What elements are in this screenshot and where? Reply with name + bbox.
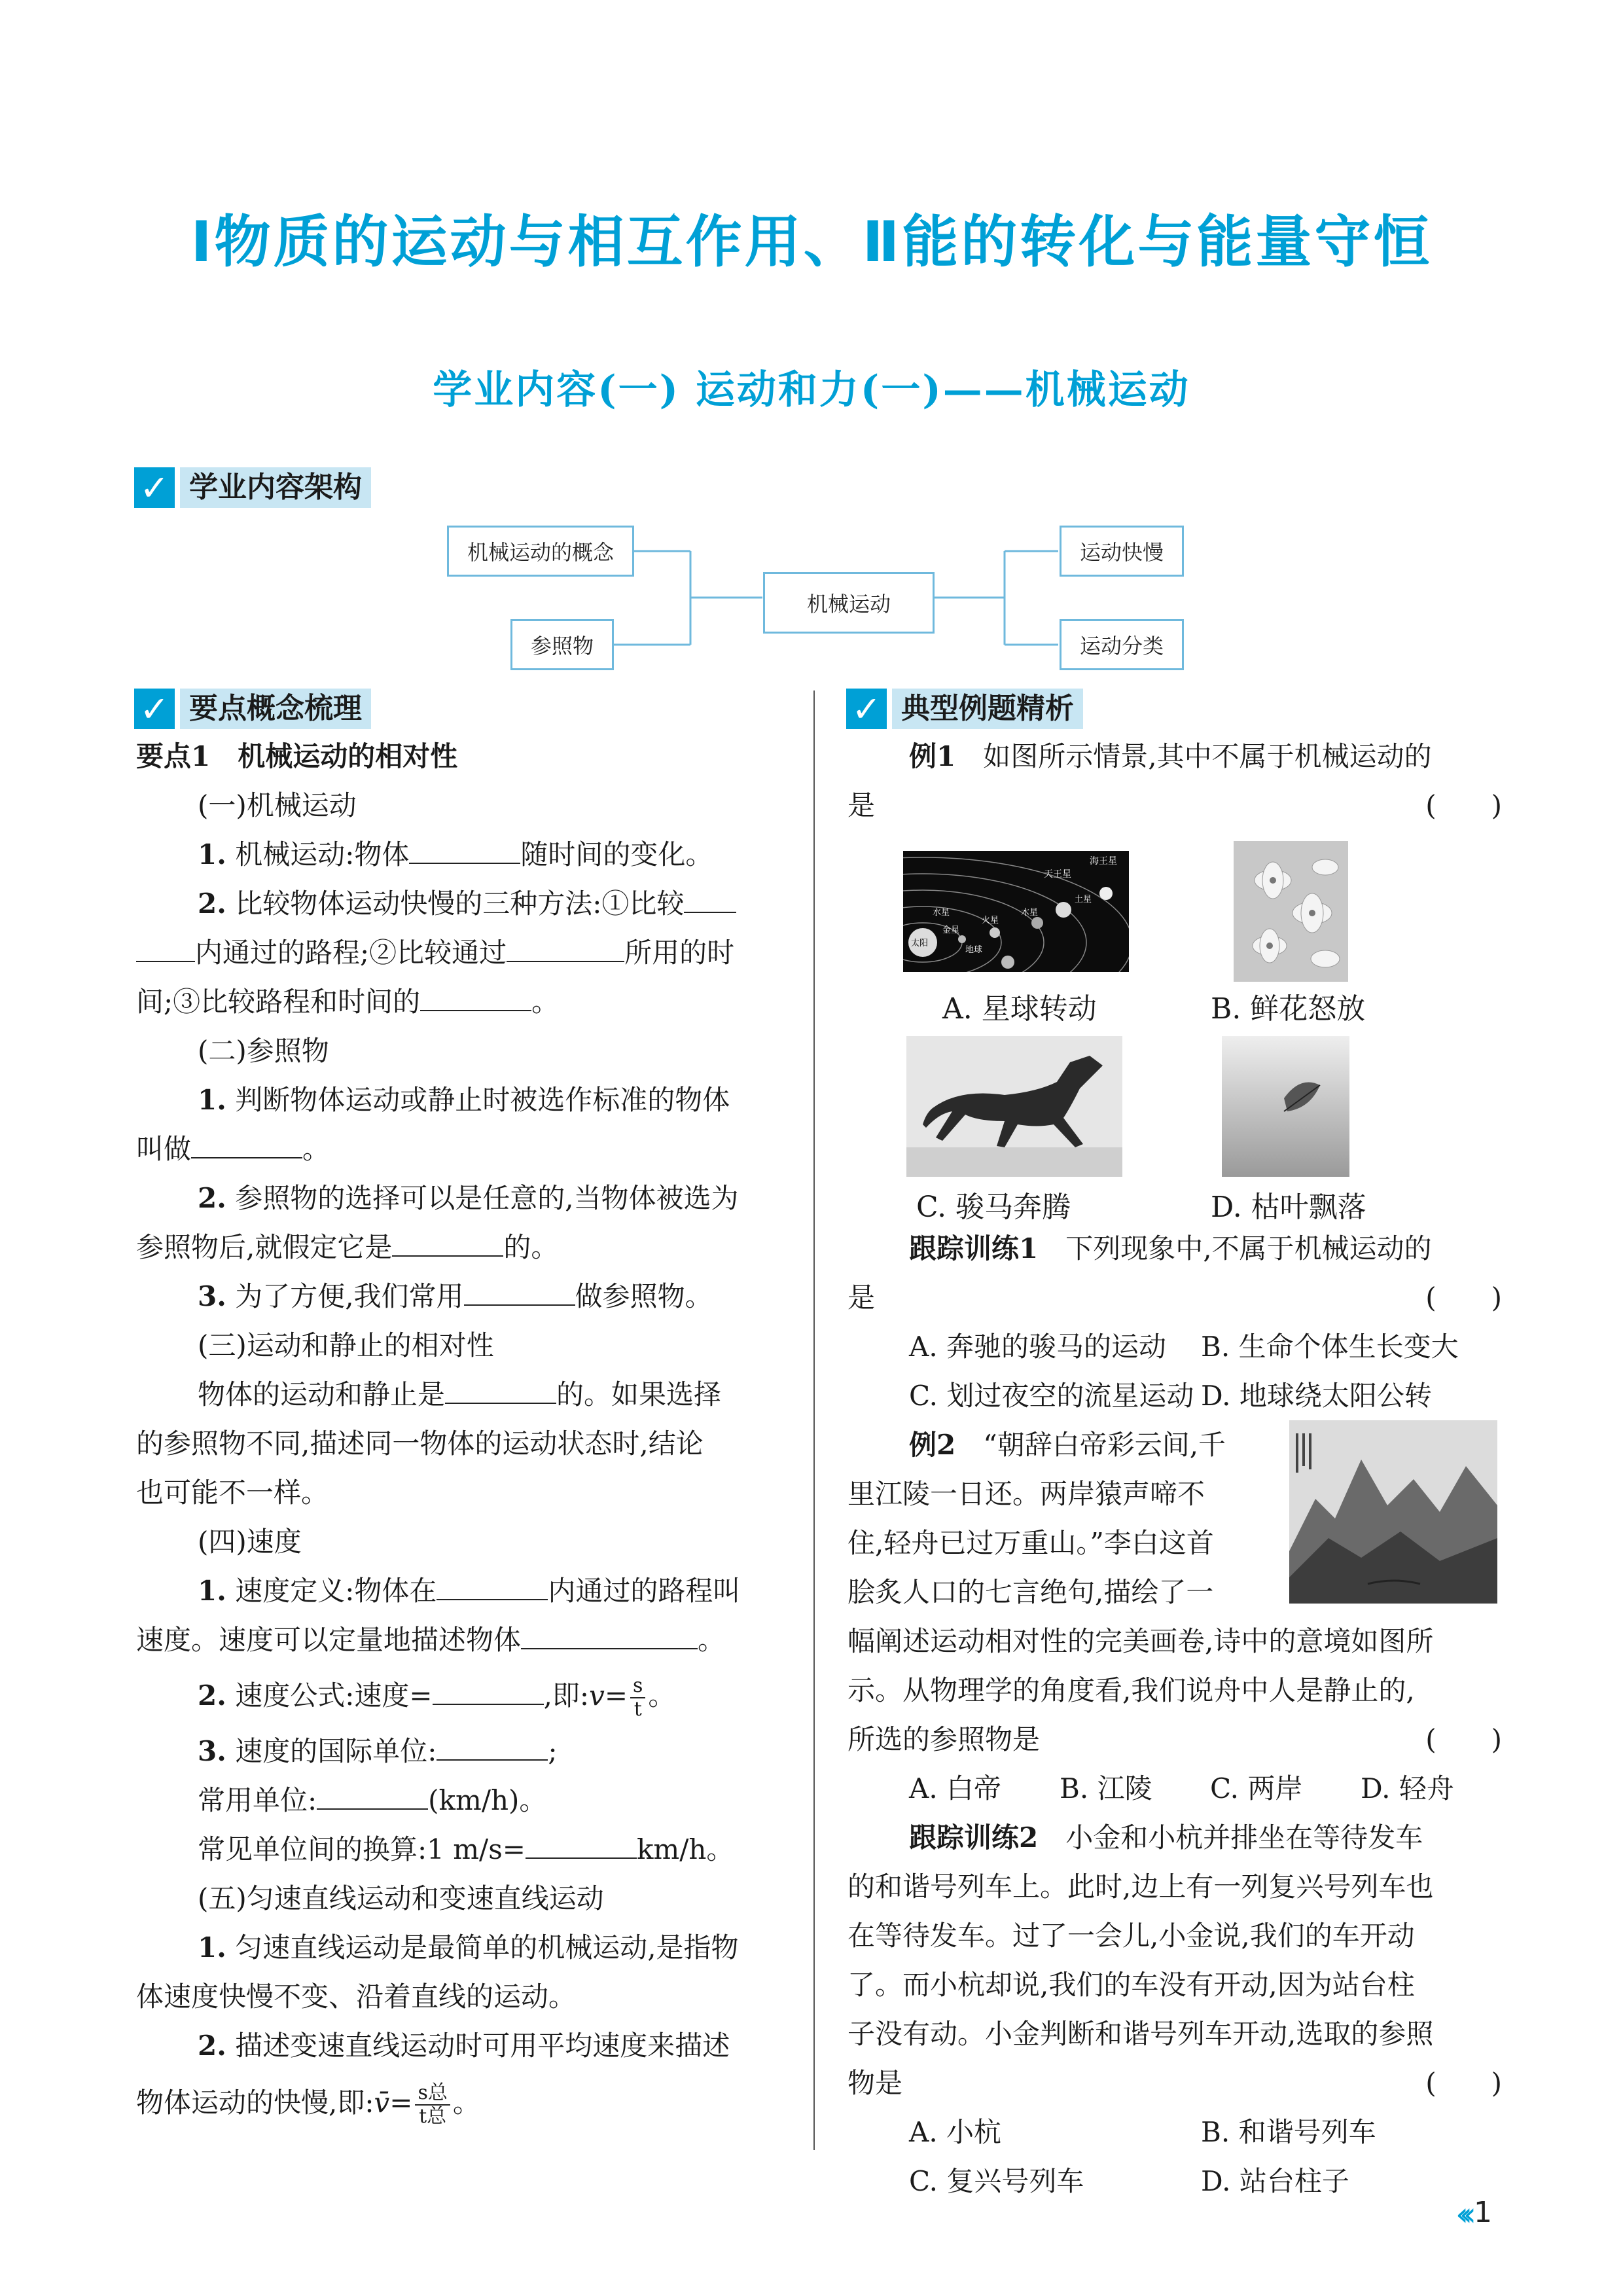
fill-blank[interactable]	[526, 1827, 637, 1859]
fill-blank[interactable]	[445, 1372, 556, 1404]
average-speed-formula: $\frac{\text{s总}}{\text{t总}}$	[415, 2082, 450, 2128]
option-b[interactable]: B. 和谐号列车	[1201, 2116, 1376, 2148]
paragraph: 物体的运动和静止是 的。如果选择	[136, 1370, 791, 1419]
fill-blank[interactable]	[392, 1225, 503, 1257]
paragraph: (五)匀速直线运动和变速直线运动	[198, 1882, 604, 1914]
horse-image	[906, 1036, 1122, 1177]
paragraph: 叫做 。	[136, 1124, 791, 1174]
section-header-concepts	[134, 686, 371, 732]
option-b[interactable]: B. 生命个体生长变大	[1201, 1331, 1459, 1363]
option-d[interactable]: D. 站台柱子	[1201, 2165, 1349, 2197]
training-label: 跟踪训练2	[909, 1821, 1039, 1854]
section-header-examples	[846, 686, 1083, 732]
check-icon: ✓	[134, 689, 175, 729]
flowers-image	[1234, 841, 1348, 982]
example-label: 例2	[909, 1429, 956, 1461]
section-header-framework	[134, 465, 371, 511]
svg-text:木星: 木星	[1021, 908, 1039, 918]
fill-blank[interactable]	[433, 1674, 544, 1705]
section-label: 要点概念梳理	[180, 689, 371, 729]
option-a[interactable]: A. 小杭	[909, 2116, 1002, 2148]
flower-icon	[1234, 841, 1348, 982]
example-label: 例1	[909, 740, 956, 772]
planets-icon	[903, 851, 1129, 972]
option-caption-b: B. 鲜花怒放	[1211, 992, 1366, 1026]
tracking-training-1: 跟踪训练1 下列现象中,不属于机械运动的 是 ( ) A. 奔驰的骏马的运动 B. 生命个体生长变大 C. 划过夜空的流星运动 D. 地球绕太阳公转	[847, 1224, 1502, 1420]
option-c[interactable]: C. 复兴号列车	[909, 2165, 1084, 2197]
section-label: 典型例题精析	[892, 689, 1083, 729]
paragraph: 2. 比较物体运动快慢的三种方法:①比较	[136, 879, 791, 928]
svg-text:水星: 水星	[933, 908, 950, 918]
paragraph: 1. 速度定义:物体在 内通过的路程叫	[136, 1566, 791, 1615]
fill-blank[interactable]	[136, 931, 195, 962]
svg-text:太阳: 太阳	[911, 939, 929, 948]
svg-text:土星: 土星	[1075, 895, 1092, 905]
svg-text:火星: 火星	[982, 916, 999, 925]
svg-text:天王星: 天王星	[1044, 869, 1071, 880]
paragraph: 3. 速度的国际单位: ;	[136, 1727, 791, 1776]
option-caption-c: C. 骏马奔腾	[916, 1191, 1071, 1224]
option-a[interactable]: A. 白帝	[909, 1772, 1002, 1804]
answer-paren[interactable]: ( )	[1425, 789, 1502, 821]
paragraph: 间;③比较路程和时间的 。	[136, 977, 791, 1026]
svg-text:地球: 地球	[965, 945, 983, 955]
framework-box-reference: 参照物	[510, 619, 614, 670]
svg-text:金星: 金星	[942, 925, 960, 935]
option-caption-d: D. 枯叶飘落	[1211, 1191, 1366, 1224]
paragraph: 的参照物不同,描述同一物体的运动状态时,结论	[136, 1427, 704, 1460]
paragraph: (二)参照物	[198, 1035, 329, 1067]
option-b[interactable]: B. 江陵	[1060, 1772, 1152, 1804]
answer-paren[interactable]: ( )	[1425, 1282, 1502, 1314]
paragraph: 参照物后,就假定它是 的。	[136, 1223, 791, 1272]
fill-blank[interactable]	[437, 1569, 548, 1600]
fill-blank[interactable]	[507, 931, 624, 962]
example-1: 例1 如图所示情景,其中不属于机械运动的 是 ( )	[847, 732, 1502, 830]
fill-blank[interactable]	[420, 980, 531, 1011]
paragraph: (一)机械运动	[198, 789, 357, 821]
paragraph: 1. 匀速直线运动是最简单的机械运动,是指物	[198, 1931, 739, 1964]
option-c[interactable]: C. 两岸	[1210, 1772, 1303, 1804]
framework-box-speed: 运动快慢	[1060, 526, 1184, 577]
fill-blank[interactable]	[521, 1618, 698, 1649]
paragraph: 内通过的路程;②比较通过 所用的时	[136, 928, 791, 977]
paragraph: 体速度快慢不变、沿着直线的运动。	[136, 1981, 577, 2013]
paragraph: 3. 为了方便,我们常用 做参照物。	[136, 1272, 791, 1321]
framework-box-concept: 机械运动的概念	[447, 526, 634, 577]
answer-paren[interactable]: ( )	[1425, 1723, 1502, 1755]
option-a[interactable]: A. 奔驰的骏马的运动	[909, 1331, 1167, 1363]
section-subtitle: 学业内容(一) 运动和力(一)——机械运动	[433, 367, 1190, 413]
paragraph: 常见单位间的换算:1 m/s= km/h。	[136, 1825, 791, 1874]
left-column	[136, 732, 791, 2136]
paragraph: 物体运动的快慢,即:v̄= $\frac{\text{s总}}{\text{t总}}$ 。	[136, 2081, 480, 2128]
column-divider	[813, 691, 815, 2150]
fill-blank[interactable]	[409, 833, 520, 864]
paragraph: (三)运动和静止的相对性	[198, 1329, 494, 1361]
paragraph: 2. 描述变速直线运动时可用平均速度来描述	[198, 2030, 730, 2062]
page-number: 1	[1474, 2196, 1492, 2229]
option-d[interactable]: D. 地球绕太阳公转	[1201, 1380, 1432, 1412]
falling-leaf-image	[1222, 1036, 1349, 1177]
solar-system-image	[903, 851, 1129, 972]
paragraph: 常用单位: (km/h)。	[136, 1776, 791, 1825]
page-title: Ⅰ物质的运动与相互作用、Ⅱ能的转化与能量守恒	[190, 209, 1433, 275]
page-arrows-icon: ‹‹‹	[1455, 2195, 1467, 2233]
training-label: 跟踪训练1	[909, 1232, 1039, 1265]
paragraph: 1. 机械运动:物体 随时间的变化。	[136, 830, 791, 879]
paragraph: 速度。速度可以定量地描述物体 。	[136, 1615, 791, 1664]
check-icon: ✓	[846, 689, 887, 729]
option-c[interactable]: C. 划过夜空的流星运动	[909, 1380, 1194, 1412]
section-label: 学业内容架构	[180, 467, 371, 508]
speed-formula: $\frac{s}{t}$	[630, 1675, 645, 1721]
option-caption-a: A. 星球转动	[942, 992, 1097, 1026]
paragraph: 2. 参照物的选择可以是任意的,当物体被选为	[198, 1182, 739, 1214]
fill-blank[interactable]	[317, 1778, 428, 1810]
tracking-training-2: 跟踪训练2 小金和小杭并排坐在等待发车 的和谐号列车上。此时,边上有一列复兴号列车也 在等待发车。过了一会儿,小金说,我们的车开动 了。而小杭却说,我们的车没有开动,因为站台柱 子没有动。小金判断和谐号列车开动,选取的参照 物是 ( ) A. 小杭 B. 和谐号列车 C. 复兴号列车 D. 站台柱子	[847, 1813, 1502, 2206]
fill-blank[interactable]	[437, 1729, 548, 1761]
paragraph: 1. 判断物体运动或静止时被选作标准的物体	[198, 1084, 730, 1116]
fill-blank[interactable]	[191, 1127, 302, 1158]
answer-paren[interactable]: ( )	[1425, 2067, 1502, 2099]
check-icon: ✓	[134, 467, 175, 508]
key-point-heading: 要点1 机械运动的相对性	[136, 740, 458, 772]
framework-box-classification: 运动分类	[1060, 619, 1184, 670]
leaf-icon	[1222, 1036, 1349, 1177]
svg-text:海王星: 海王星	[1090, 856, 1117, 867]
fill-blank[interactable]	[464, 1274, 575, 1306]
framework-box-center: 机械运动	[763, 572, 935, 634]
paragraph: (四)速度	[198, 1526, 302, 1558]
paragraph: 2. 速度公式:速度= ,即:v= $\frac{s}{t}$ 。	[198, 1674, 676, 1721]
horse-icon	[906, 1036, 1122, 1177]
example-2: 例2 “朝辞白帝彩云间,千 里江陵一日还。两岸猿声啼不 住,轻舟已过万重山。”李白这首 脍炙人口的七言绝句,描绘了一 幅阐述运动相对性的完美画卷,诗中的意境如图所 示。从物理学的角度看,我们说舟中人是静止的, 所选的参照物是 ( ) A. 白帝 B. 江陵 C. 两岸 D. 轻舟	[847, 1420, 1502, 1813]
option-d[interactable]: D. 轻舟	[1361, 1772, 1454, 1804]
paragraph: 也可能不一样。	[136, 1477, 329, 1509]
fill-blank[interactable]	[684, 882, 736, 913]
